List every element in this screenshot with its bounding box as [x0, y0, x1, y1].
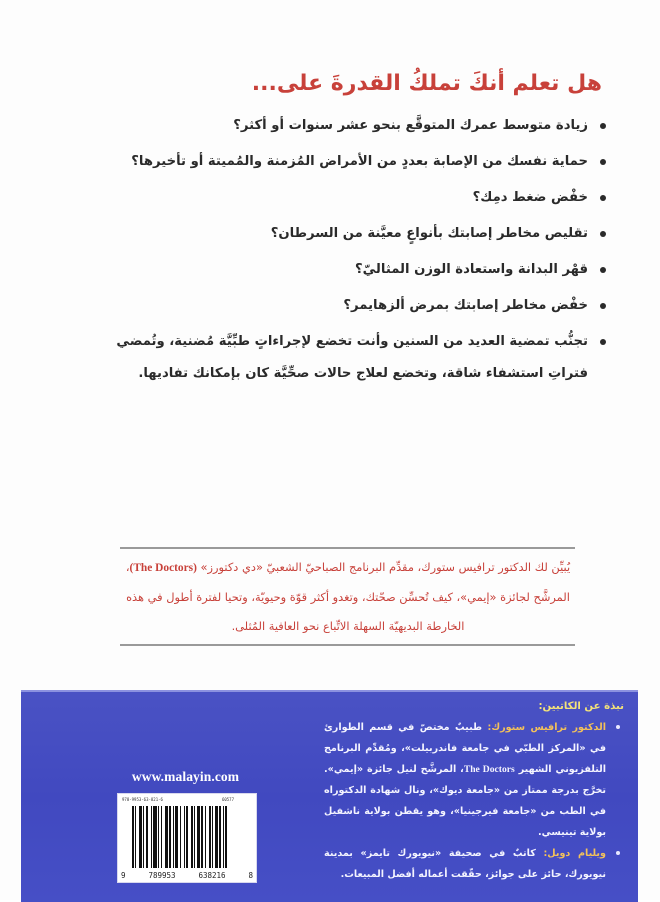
author-info-panel — [21, 690, 638, 902]
list-item — [90, 290, 610, 322]
list-item-text: خفْض ضغط دمِك؟ — [472, 190, 588, 205]
blurb-text-1: يُبيِّن لك الدكتور ترافيس ستورك، مقدِّم البرنامج الصباحيّ الشعبيّ «دي دكتورز» — [200, 560, 571, 574]
barcode-digit-group: 8 — [248, 871, 253, 880]
authors-section — [324, 696, 624, 885]
author-bio-a: طبيبٌ مختصّ في قسم الطوارئ في «المركز الطبّي في جامعة فاندربيلت»، ومُقدِّم البرنامج التلفزيوني الشهير — [324, 722, 607, 775]
list-item — [90, 182, 610, 214]
publisher-website: www.malayin.com — [131, 769, 240, 784]
list-item-text: تجنُّب تمضية العديد من السنين وأنت تخضع لإجراءاتٍ طبِّيَّة مُضنية، وتُمضي فتراتِ استشفاء شاقة، وتخضع لعلاج حالات صحِّيَّة كان بإمكانك تفاديها. — [116, 334, 588, 381]
barcode-digit-group: 789953 — [148, 871, 176, 880]
bullet-icon — [600, 303, 606, 309]
list-item-text: قهْر البدانة واستعادة الوزن المثاليّ؟ — [354, 262, 588, 277]
authors-list — [324, 717, 624, 885]
list-item — [90, 254, 610, 286]
barcode-digits — [121, 871, 253, 880]
cover-heading: هل تعلم أنكَ تملكُ القدرةَ على... — [251, 71, 602, 96]
author-bio-b: ، المرشَّح لنيل جائزة «إيمي». تخرَّج بدرجة ممتاز من «جامعة ديوك»، ونال شهادة الدكتوراه في الطب من «جامعة فيرجينيا»، وهو يقطن بولاية ناشفيل بولاية تينيسي. — [324, 764, 606, 838]
bullet-icon — [600, 195, 606, 201]
bullet-icon — [600, 339, 606, 345]
isbn-barcode — [117, 793, 257, 883]
bullet-icon — [600, 231, 606, 237]
price-code: 60577 — [221, 797, 234, 802]
author-name: ويليام دويل: — [543, 848, 606, 859]
author-bio-a: كاتبٌ في صحيفة «نيويورك تايمز» بمدينة نيويورك، حائز على جوائز، حقّقت أعماله أفضل المبيعات. — [324, 848, 606, 880]
author-entry — [324, 717, 624, 843]
benefits-list — [90, 110, 610, 394]
list-item — [90, 218, 610, 250]
authors-heading: نبذة عن الكاتبين: — [538, 701, 624, 712]
bullet-icon — [600, 267, 606, 273]
bullet-icon — [616, 851, 620, 855]
list-item-text: زيادة متوسط عمرك المتوقَّع بنحو عشر سنوات أو أكثر؟ — [233, 118, 588, 133]
barcode-digit-group: 9 — [121, 871, 126, 880]
list-item — [90, 110, 610, 142]
list-item-text: حماية نفسك من الإصابة بعددٍ من الأمراض المُزمنة والمُميتة أو تأخيرها؟ — [131, 154, 588, 169]
blurb-text-2: ، المرشَّح لجائزة «إيمي»، كيف تُحسِّن صحّتك، وتغدو أكثر قوّة وحيويّة، وتحيا لفترة أطول في هذه الخارطة البديهيّة السهلة الاتِّباع نحو العافية المُثلى. — [125, 560, 570, 633]
list-item — [90, 146, 610, 178]
list-item-text: خفْض مخاطر إصابتك بمرض ألزهايمر؟ — [343, 298, 588, 313]
barcode-digit-group: 638216 — [198, 871, 226, 880]
list-item-text: تقليص مخاطر إصابتك بأنواعٍ معيَّنة من السرطان؟ — [270, 226, 588, 241]
bullet-icon — [616, 725, 620, 729]
blurb-english-title: (The Doctors) — [129, 562, 197, 574]
divider-bottom — [120, 644, 575, 646]
barcode-bars-icon — [132, 806, 246, 868]
promo-blurb — [118, 553, 578, 641]
isbn-small-text: 978-9953-63-821-6 — [122, 797, 163, 802]
divider-top — [120, 547, 575, 549]
bullet-icon — [600, 123, 606, 129]
list-item — [90, 326, 610, 390]
bullet-icon — [600, 159, 606, 165]
author-entry — [324, 843, 624, 885]
author-bio-english: The Doctors — [463, 764, 515, 775]
author-name: الدكتور ترافيس ستورك: — [487, 722, 606, 733]
